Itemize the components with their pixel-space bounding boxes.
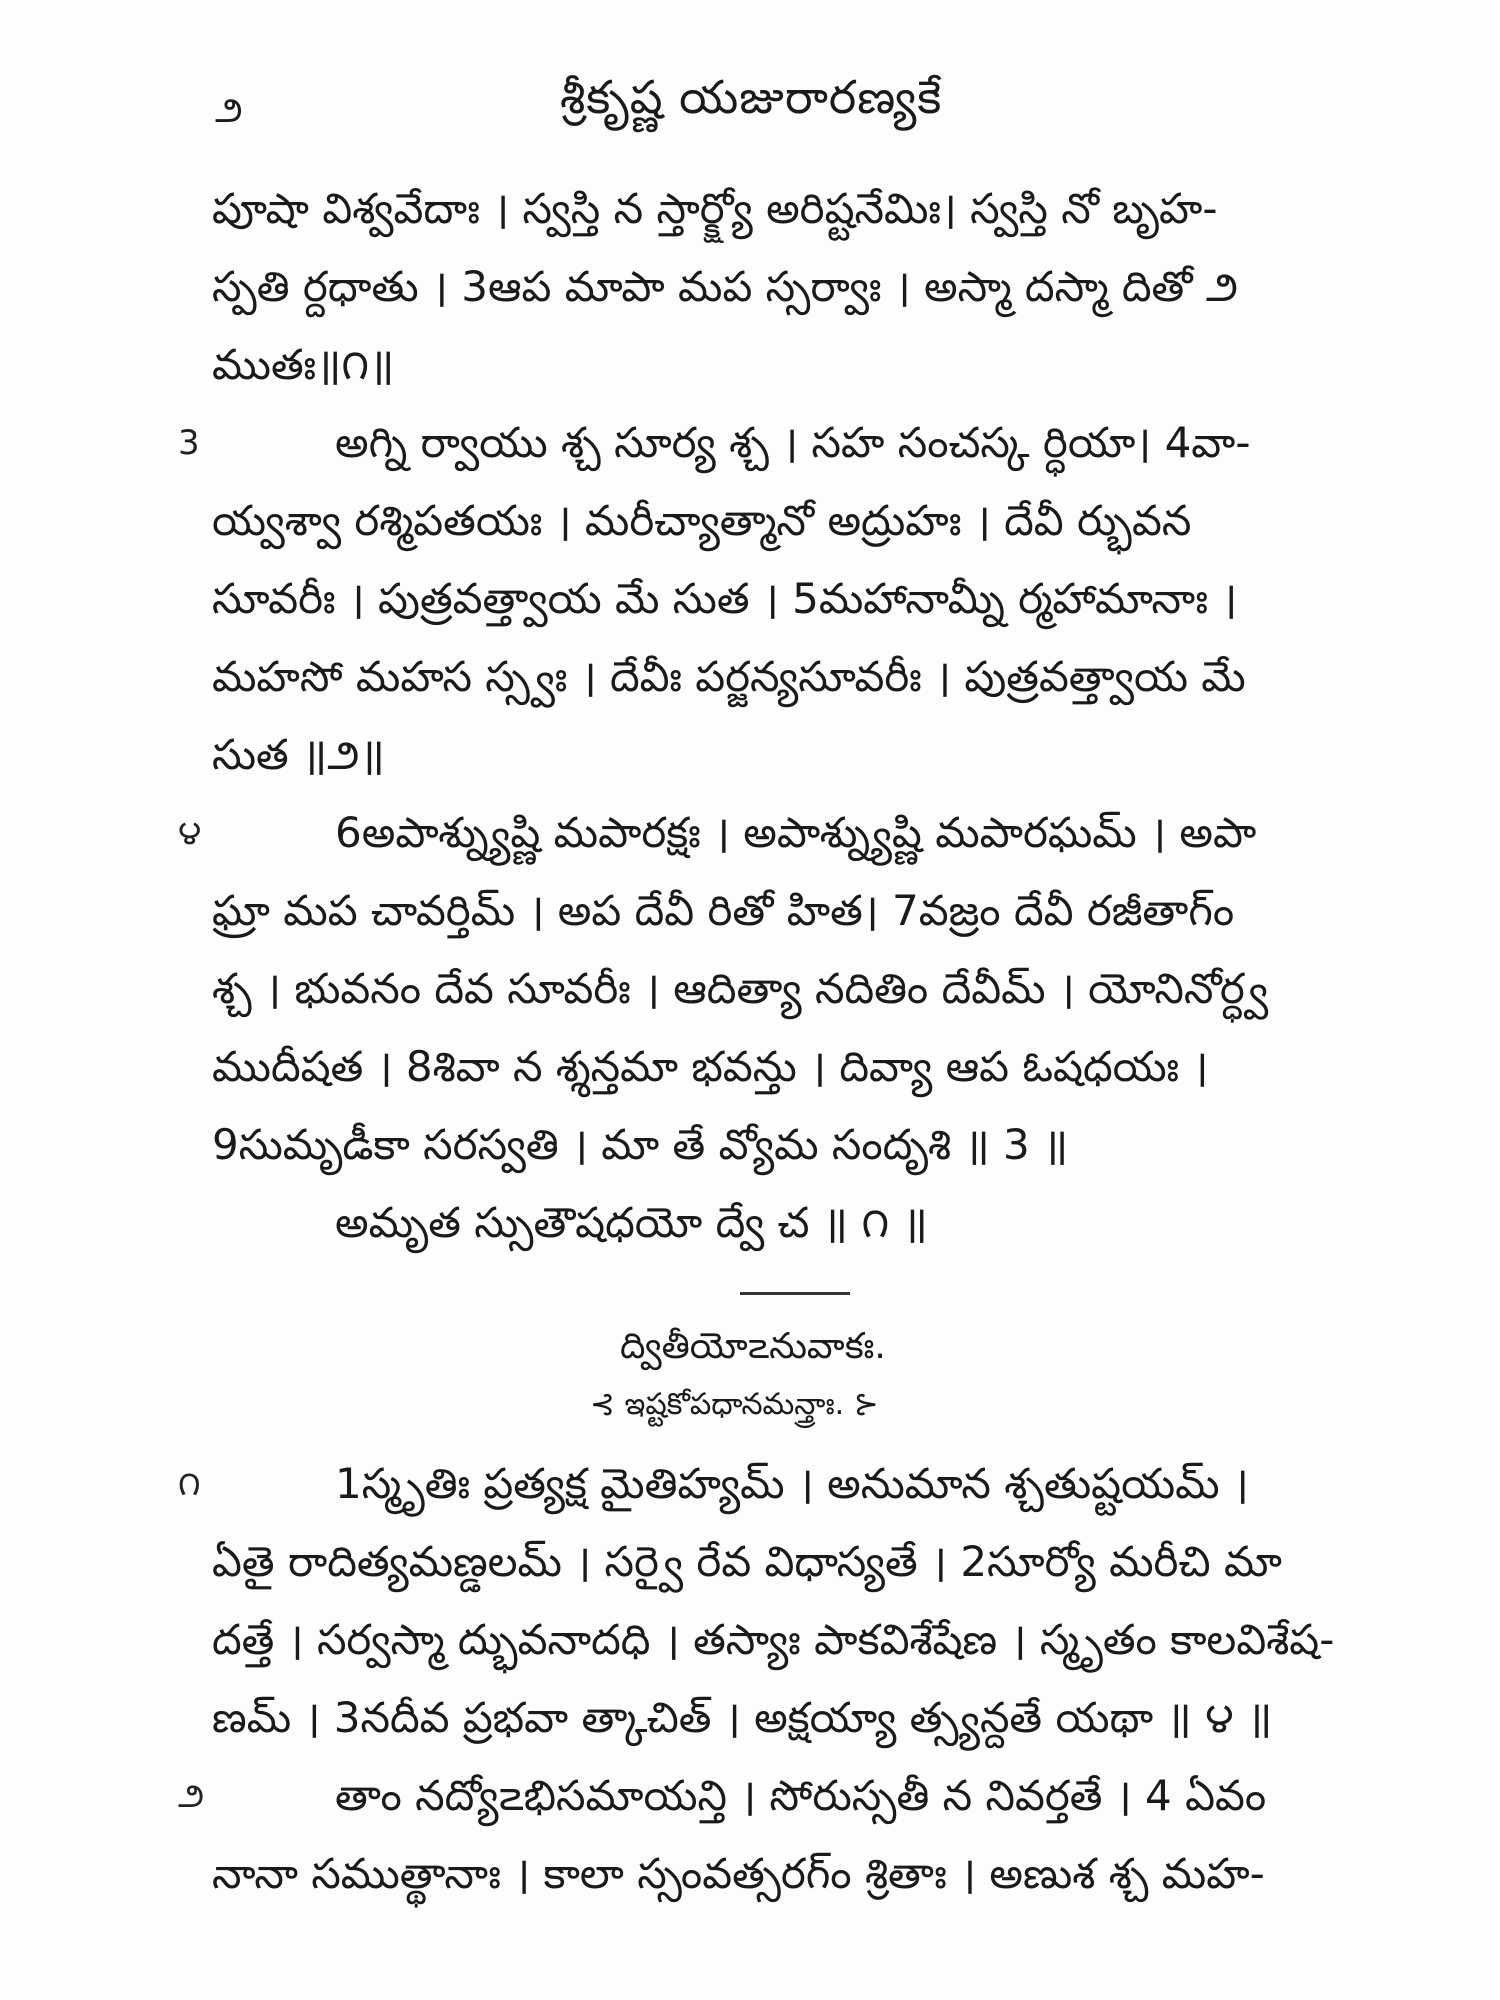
line-text: తాం నద్యో౽భిసమాయన్తి । సోరుస్సతీ న నివర్తతే । 4 ఏవం [335,1771,1267,1820]
verse-block-3 [0,794,1500,1262]
line-text: శ్చ । భువనం దేవ సూవరీః । ఆదిత్యా నదితిం దేవీమ్ । యోనినోర్ధ్వ [212,964,1269,1013]
line-text: దత్తే । సర్వస్మా ద్భువనాదధి । తస్యాః పాకవిశేషేణ । స్మృతం కాలవిశేష- [212,1615,1335,1664]
text-line [0,560,1500,638]
text-line [0,1106,1500,1184]
margin-number: ౪ [178,813,202,853]
text-line [0,950,1500,1028]
line-text: 1స్మృతిః ప్రత్యక్ష మైతిహ్యమ్ । అనుమాన శ్చతుష్టయమ్ । [335,1459,1249,1508]
text-line [0,1445,1500,1523]
line-text: ముదీషత । 8శివా న శ్శన్తమా భవన్తు । దివ్యా ఆప ఓషధయః । [212,1042,1209,1091]
verse-block-4 [0,1445,1500,1913]
line-text: 9సుమృడీకా సరస్వతి । మా తే వ్యోమ సందృశి ॥ 3 ॥ [212,1120,1069,1169]
text-line [0,716,1500,794]
text-line [0,170,1500,248]
text-line [0,794,1500,872]
section-title: ద్వితీయో౽నువాకః. [620,1326,886,1367]
text-line [0,326,1500,404]
line-text: నానా సముత్థానాః । కాలా స్సంవత్సరగ్ం శ్రితాః । అణుశ శ్చ మహ- [212,1849,1265,1898]
text-line [0,1028,1500,1106]
line-text: పూషా విశ్వవేదాః । స్వస్తి న స్తార్క్ష్యో అరిష్టనేమిః। స్వస్తి నో బృహ- [212,184,1218,233]
running-title: శ్రీకృష్ణ యజురారణ్యకే [560,70,943,124]
text-line [0,1835,1500,1913]
text-line [0,482,1500,560]
line-text: య్వశ్వా రశ్మిపతయః । మరీచ్యాత్మానో అద్రుహః । దేవీ ర్భువన [212,496,1192,545]
text-line [0,872,1500,950]
page-number: ౨ [215,90,243,131]
text-line [0,1679,1500,1757]
margin-number: 3 [178,423,200,463]
text-line [0,1757,1500,1835]
line-text: ముతః॥౧॥ [212,340,395,389]
line-text: ఘ్రా మప చావర్తిమ్ । అప దేవీ రితో హిత। 7వజ్రం దేవీ రజీతాగ్ం [212,886,1235,935]
line-text: మహసో మహస స్స్వః । దేవీః పర్జన్యసూవరీః । పుత్రవత్త్వాయ మే [212,652,1246,701]
text-line [0,404,1500,482]
line-text: స్పతి ర్దధాతు । 3ఆప మాపా మప స్సర్వాః । అస్మా దస్మా దితో ౨ [212,262,1239,311]
verse-block-2 [0,404,1500,794]
text-line [0,1601,1500,1679]
margin-number: ౧ [178,1464,201,1504]
page-header [0,62,1500,132]
section-divider [740,1292,850,1295]
line-text: సుత ॥౨॥ [212,730,385,779]
text-body [0,170,1500,1913]
section-subtitle: ⊰ ఇష్టకోపధానమన్త్రాః. ⊱ [590,1387,879,1422]
line-text: అగ్ని ర్వాయు శ్చ సూర్య శ్చ । సహ సంచస్క ర్ధియా। 4వా- [335,418,1251,467]
text-line [0,1184,1500,1262]
line-text: ఏతై రాదిత్యమణ్డలమ్ । సర్వై రేవ విధాస్యతే । 2సూర్యో మరీచి మా [212,1537,1282,1586]
text-line [0,638,1500,716]
line-text: ణమ్ । 3నదీవ ప్రభవా త్కాచిత్ । అక్షయ్యా త్స్యన్దతే యథా ॥ ౪ ॥ [212,1693,1273,1742]
verse-block-1 [0,170,1500,404]
line-text: సూవరీః । పుత్రవత్త్వాయ మే సుత । 5మహానామ్నీ ర్మహామానాః । [212,574,1238,623]
text-line [0,1523,1500,1601]
margin-number: ౨ [178,1776,205,1816]
text-line [0,248,1500,326]
line-text: అమృత స్సుతౌషధయో ద్వే చ ॥ ౧ ॥ [335,1198,928,1247]
line-text: 6అపాశ్న్యుష్ణి మపారక్షః । అపాశ్న్యుష్ణి మపారఘమ్ । అపా [335,808,1257,857]
